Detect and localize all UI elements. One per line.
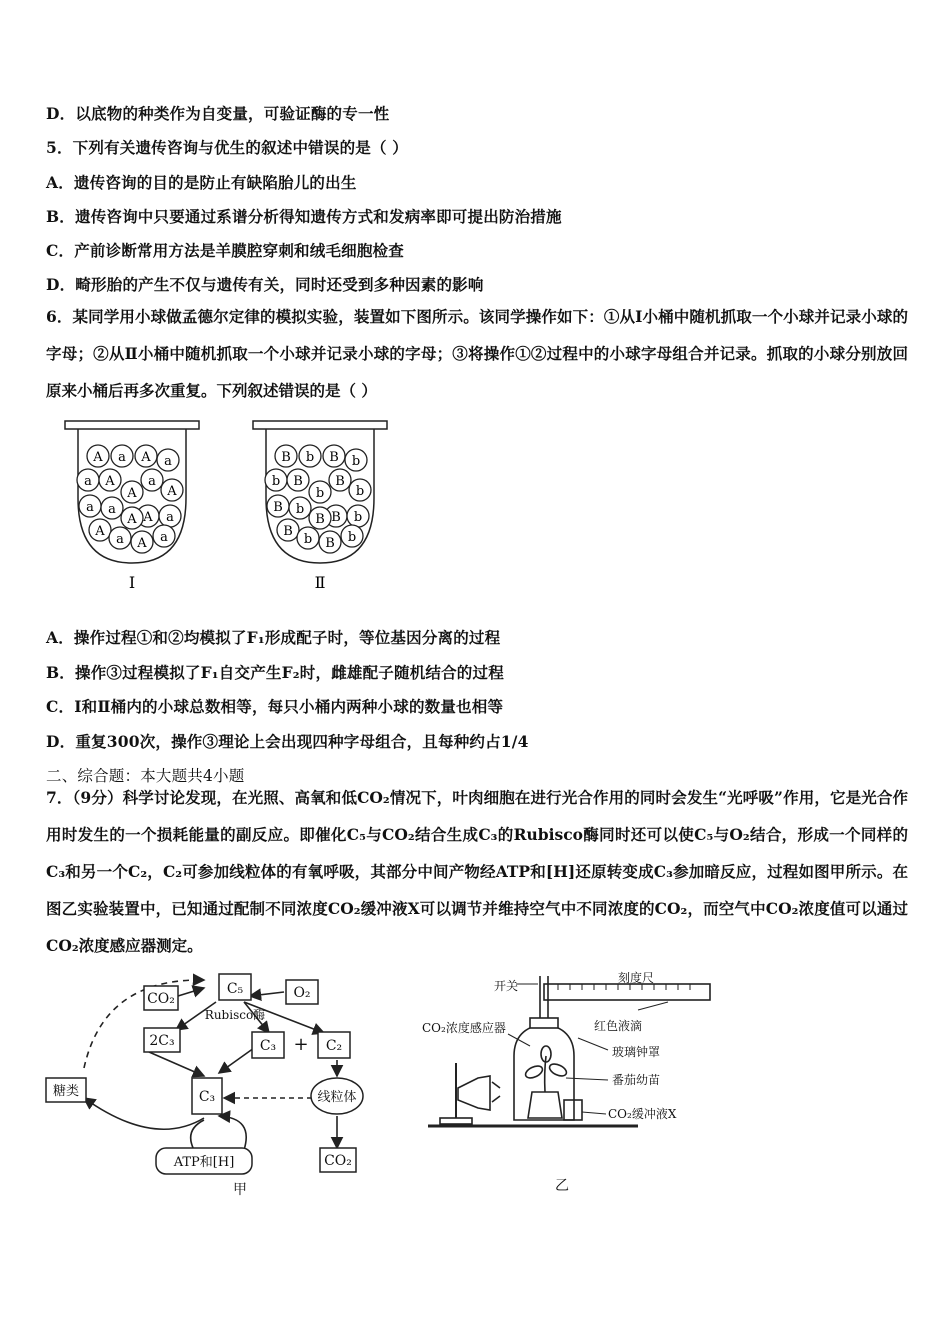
jia-o2: O₂ <box>293 985 311 1001</box>
bucket-1-label: Ⅰ <box>128 573 136 592</box>
bucket-1-ball-label: a <box>166 510 174 525</box>
bucket-2-ball-label: B <box>281 450 291 465</box>
bucket-1 <box>65 421 199 592</box>
jia-mito: 线粒体 <box>317 1090 357 1105</box>
bucket-1-ball-label: a <box>86 500 94 515</box>
diagram-jia <box>44 968 384 1200</box>
bucket-1-ball-label: A <box>127 486 137 501</box>
bucket-2-ball-label: b <box>355 484 365 499</box>
bucket-2-ball-label: b <box>271 474 281 489</box>
yi-droplet: 红色液滴 <box>594 1019 643 1033</box>
bucket-2-ball-label: b <box>353 510 363 525</box>
q5-option-a: A．遗传咨询的目的是防止有缺陷胎儿的出生 <box>46 173 357 192</box>
q6-option-d: D．重复300次，操作③理论上会出现四种字母组合，且每种约占1/4 <box>46 732 529 751</box>
jia-plus: + <box>293 1034 309 1055</box>
bucket-2-ball-label: B <box>293 474 303 489</box>
bucket-1-ball-label: a <box>84 474 92 489</box>
yi-ruler: 刻度尺 <box>618 971 655 985</box>
bucket-2-ball-label: b <box>295 502 305 517</box>
yi-bell: 玻璃钟罩 <box>612 1045 661 1059</box>
bucket-1-ball-label: A <box>167 484 177 499</box>
bucket-2-ball-label: B <box>331 510 341 525</box>
bucket-1-ball-label: a <box>108 502 116 517</box>
q5-option-c: C．产前诊断常用方法是羊膜腔穿刺和绒毛细胞检查 <box>46 241 404 260</box>
yi-seedling: 番茄幼苗 <box>612 1073 661 1087</box>
bucket-1-ball-label: a <box>160 530 168 545</box>
section-heading: 二、综合题：本大题共4小题 <box>46 767 245 785</box>
bucket-2-ball-label: b <box>303 532 313 547</box>
jia-2c3: 2C₃ <box>149 1033 175 1049</box>
bucket-2-ball-label: B <box>335 474 345 489</box>
yi-switch: 开关 <box>494 979 519 993</box>
bucket-figure <box>60 418 400 598</box>
bucket-2-ball-label: B <box>315 512 325 527</box>
q5-option-b: B．遗传咨询中只要通过系谱分析得知遗传方式和发病率即可提出防治措施 <box>46 207 562 226</box>
bucket-1-ball-label: a <box>148 474 156 489</box>
bucket-2-ball-label: B <box>283 524 293 539</box>
bucket-2-ball-label: b <box>351 454 361 469</box>
q6-option-c: C．Ⅰ和Ⅱ桶内的小球总数相等，每只小桶内两种小球的数量也相等 <box>46 697 504 716</box>
q6-stem: 6．某同学用小球做孟德尔定律的模拟实验，装置如下图所示。该同学操作如下：①从Ⅰ小桶中随机抓取一个小球并记录小球的字母；②从Ⅱ小桶中随机抓取一个小球并记录小球的字母；③将操作①②过程中的小球字母组合并记录。抓取的小球分别放回原来小桶后再多次重复。下列叙述错误的是（ ） <box>46 307 908 400</box>
q7-stem: 7．（9分）科学讨论发现，在光照、高氧和低CO₂情况下，叶肉细胞在进行光合作用的同时会发生“光呼吸”作用，它是光合作用时发生的一个损耗能量的副反应。即催化C₅与CO₂结合生成C₃的Rubisco酶同时还可以使C₅与O₂结合，形成一个同样的C₃和另一个C₂，C₂可参加线粒体的有氧呼吸，其部分中间产物经ATP和[H]还原转变成C₃参加暗反应，过程如图甲所示。在图乙实验装置中，已知通过配制不同浓度CO₂缓冲液X可以调节并维持空气中不同浓度的CO₂，而空气中CO₂浓度值可以通过CO₂浓度感应器测定。 <box>46 788 908 955</box>
bucket-1-ball-label: A <box>137 536 147 551</box>
yi-caption: 乙 <box>555 1178 569 1194</box>
bucket-1-ball-label: A <box>127 512 137 527</box>
bucket-2-label: Ⅱ <box>314 573 326 592</box>
bucket-1-ball-label: A <box>95 524 105 539</box>
q6-option-b: B．操作③过程模拟了F₁自交产生F₂时，雌雄配子随机结合的过程 <box>46 663 504 682</box>
q5-stem: 5．下列有关遗传咨询与优生的叙述中错误的是（ ） <box>46 138 408 157</box>
jia-c2: C₂ <box>325 1038 343 1054</box>
bucket-1-ball-label: A <box>143 510 153 525</box>
bucket-2-ball-label: b <box>315 486 325 501</box>
yi-sensor: CO₂浓度感应器 <box>422 1021 506 1035</box>
q4-option-d: D．以底物的种类作为自变量，可验证酶的专一性 <box>46 104 390 123</box>
bucket-2-ball-label: b <box>305 450 315 465</box>
bucket-1-ball-label: A <box>93 450 103 465</box>
bucket-1-ball-label: a <box>164 454 172 469</box>
bucket-2-ball-label: B <box>273 500 283 515</box>
diagram-yi <box>418 968 718 1200</box>
bucket-1-ball-label: a <box>118 450 126 465</box>
bucket-2 <box>253 421 387 592</box>
bucket-1-ball-label: A <box>105 474 115 489</box>
jia-c3-b: C₃ <box>198 1089 216 1105</box>
jia-co2-out: CO₂ <box>324 1153 352 1169</box>
bucket-2-ball-label: B <box>325 536 335 551</box>
jia-co2: CO₂ <box>147 991 175 1007</box>
bucket-1-ball-label: a <box>116 532 124 547</box>
jia-sugar: 糖类 <box>52 1084 80 1099</box>
bucket-2-ball-label: B <box>329 450 339 465</box>
q6-option-a: A．操作过程①和②均模拟了F₁形成配子时，等位基因分离的过程 <box>46 628 501 647</box>
q5-option-d: D．畸形胎的产生不仅与遗传有关，同时还受到多种因素的影响 <box>46 275 484 294</box>
bucket-1-ball-label: A <box>141 450 151 465</box>
yi-buffer: CO₂缓冲液X <box>608 1107 677 1121</box>
jia-atp: ATP和[H] <box>173 1155 235 1170</box>
jia-caption: 甲 <box>233 1182 247 1198</box>
jia-enzyme: Rubisco酶 <box>204 1008 266 1022</box>
jia-c5: C₅ <box>226 981 244 997</box>
bucket-2-ball-label: b <box>347 530 357 545</box>
jia-c3-a: C₃ <box>259 1038 277 1054</box>
